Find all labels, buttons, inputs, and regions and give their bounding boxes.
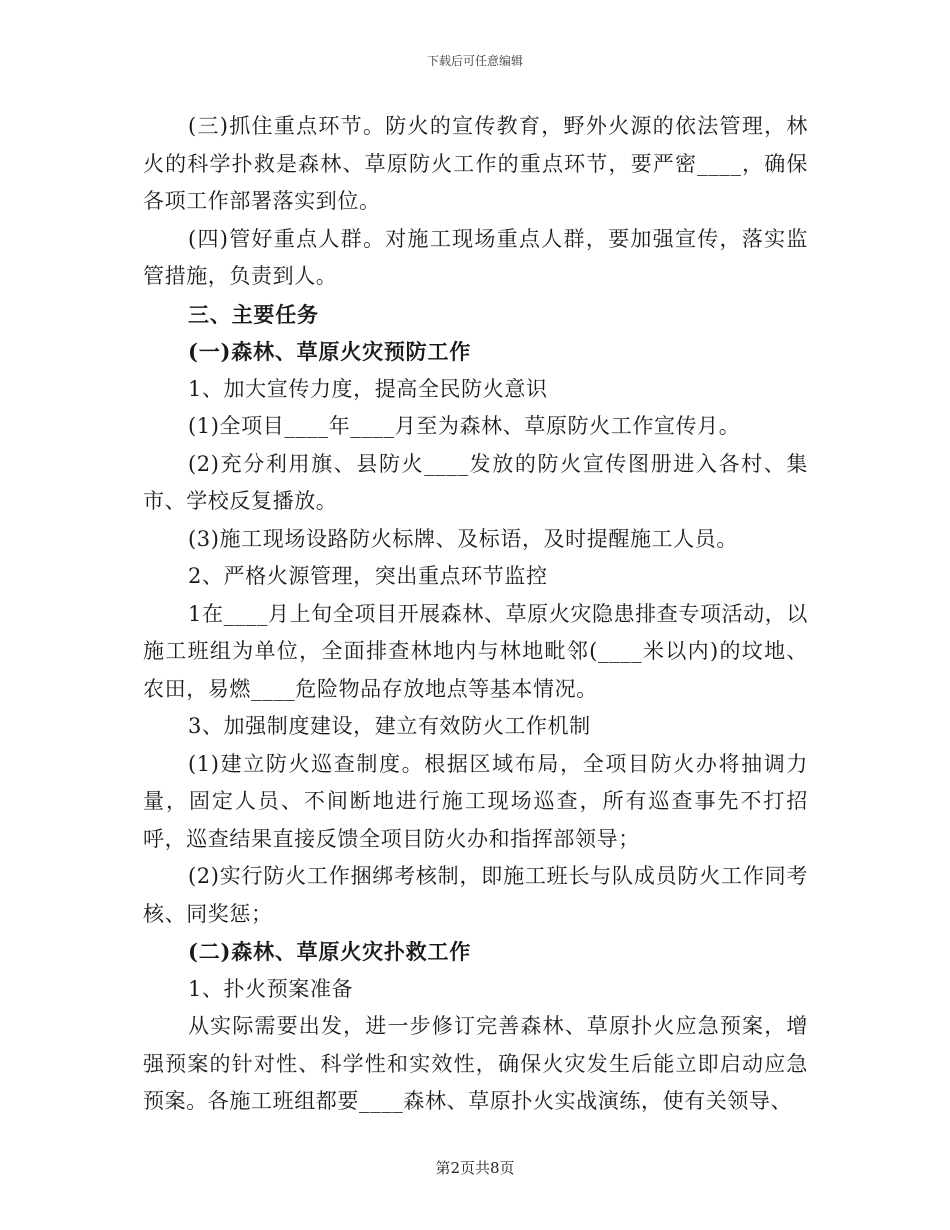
list-item-signs: (3)施工现场设路防火标牌、及标语，及时提醒施工人员。 [188,526,738,551]
section-heading-main-tasks: 三、主要任务 [188,301,319,327]
list-item-assessment: (2)实行防火工作捆绑考核制，即施工班长与队成员防火工作同考核、同奖惩； [143,864,808,926]
item-heading-system: 3、加强制度建设，建立有效防火工作机制 [188,714,591,738]
paragraph-key-groups: (四)管好重点人群。对施工现场重点人群，要加强宣传，落实监管措施，负责到人。 [143,226,808,288]
page-footer: 第2页共8页 [435,1159,515,1177]
document-body [143,108,808,1121]
item-heading-publicity: 1、加大宣传力度，提高全民防火意识 [188,376,548,401]
page-header: 下载后可任意编辑 [426,54,523,68]
subsection-heading-firefighting: (二)森林、草原火灾扑救工作 [188,939,472,964]
list-item-brochures: (2)充分利用旗、县防火____发放的防火宣传图册进入各村、集市、学校反复播放。 [143,451,808,513]
paragraph-key-links: (三)抓住重点环节。防火的宣传教育，野外火源的依法管理，林火的科学扑救是森林、草原防火工作的重点环节，要严密____，确保各项工作部署落实到位。 [143,114,808,213]
paragraph-emergency-plan: 从实际需要出发，进一步修订完善森林、草原扑火应急预案，增强预案的针对性、科学性和实效性，确保火灾发生后能立即启动应急预案。各施工班组都要____森林、草原扑火实战演练，使有关领导、 [143,1014,808,1113]
list-item-publicity-month: (1)全项目____年____月至为森林、草原防火工作宣传月。 [188,414,741,438]
item-heading-fire-source: 2、严格火源管理，突出重点环节监控 [188,564,548,588]
subsection-heading-prevention: (一)森林、草原火灾预防工作 [188,339,472,364]
item-heading-plan: 1、扑火预案准备 [188,976,354,1001]
list-item-patrol-system: (1)建立防火巡查制度。根据区域布局，全项目防火办将抽调力量，固定人员、不间断地进行施工现场巡查，所有巡查事先不打招呼，巡查结果直接反馈全项目防火办和指挥部领导； [143,751,808,851]
paragraph-hazard-inspection: 1在____月上旬全项目开展森林、草原火灾隐患排查专项活动，以施工班组为单位，全面排查林地内与林地毗邻(____米以内)的坟地、农田，易燃____危险物品存放地点等基本情况。 [143,601,808,701]
